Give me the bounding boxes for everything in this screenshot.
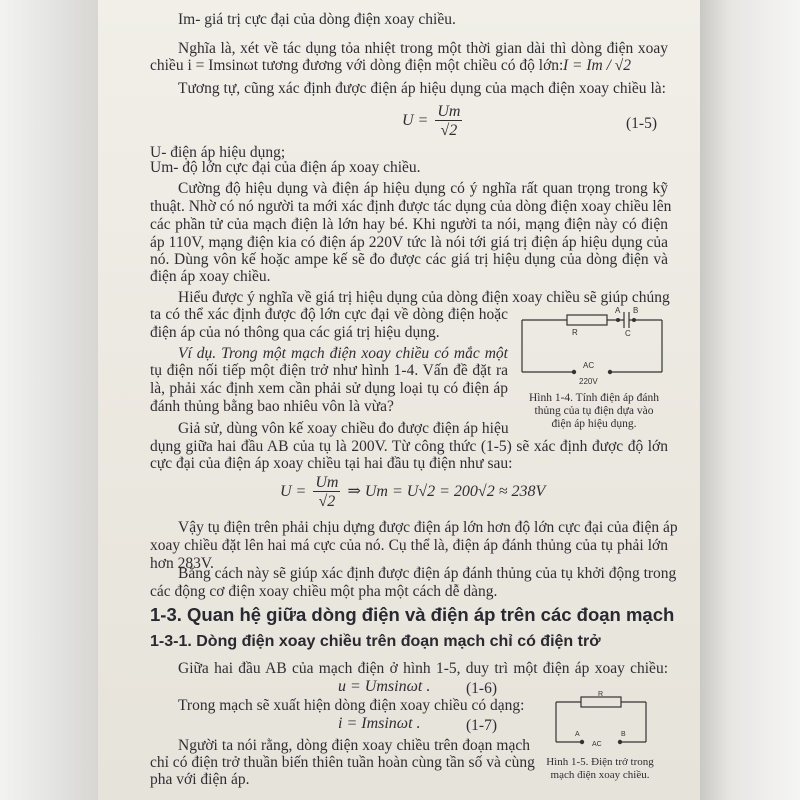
text-line: xoay chiều đặt lên hai má cực của nó. Cụ thể là, điện áp đánh thủng của tụ phải lớn bbox=[150, 537, 668, 554]
text-line: đánh thủng bằng bao nhiêu vôn là vừa? bbox=[150, 398, 394, 415]
label-ac: AC bbox=[592, 741, 602, 748]
formula-rhs: ⇒ Um = U√2 = 200√2 ≈ 238V bbox=[347, 483, 546, 501]
label-a: A bbox=[575, 731, 580, 738]
text-line: Cường độ hiệu dụng và điện áp hiệu dụng có ý nghĩa rất quan trọng trong kỹ bbox=[178, 180, 668, 197]
text-line: ta có thể xác định được độ lớn cực đại về dòng điện hoặc bbox=[150, 306, 508, 323]
text-line: các phần tử của mạch điện là lớn hay bé. Khi người ta nói, mạng điện này có điện bbox=[150, 216, 668, 233]
text-line: U- điện áp hiệu dụng; bbox=[150, 144, 286, 161]
circuit-diagram-1-5 bbox=[546, 690, 656, 752]
caption-line: Hình 1-5. Điện trở trong bbox=[546, 756, 654, 768]
terminal-b bbox=[618, 740, 622, 744]
circuit-diagram-1-4 bbox=[512, 302, 672, 392]
text-line: cực đại của điện áp xoay chiều tại hai đầu tụ điện như sau: bbox=[150, 455, 513, 472]
fraction-numerator: Um bbox=[437, 103, 461, 120]
background-left bbox=[0, 0, 98, 800]
text-line: nó. Dùng vôn kế hoặc ampe kế sẽ đo được các giá trị hiệu dụng của dòng điện và bbox=[150, 251, 668, 268]
text-line: Người ta nói rằng, dòng điện xoay chiều trên đoạn mạch bbox=[178, 737, 530, 754]
formula-1-6: u = Umsinωt . bbox=[338, 678, 431, 695]
fraction bbox=[313, 474, 340, 511]
book-page bbox=[98, 0, 700, 800]
caption-line: thủng của tụ điện dựa vào bbox=[534, 405, 654, 417]
equation-number: (1-7) bbox=[466, 717, 497, 734]
section-heading-1-3: 1-3. Quan hệ giữa dòng điện và điện áp trên các đoạn mạch bbox=[150, 604, 675, 625]
terminal-a bbox=[580, 740, 584, 744]
terminal-right bbox=[608, 370, 612, 374]
formula-lhs: U = bbox=[402, 112, 429, 130]
text-line: pha với điện áp. bbox=[150, 771, 250, 788]
formula-irms: I = Im / √2 bbox=[563, 57, 632, 74]
label-r: R bbox=[598, 691, 604, 698]
text-line: Giả sử, dùng vôn kế xoay chiều đo được điện áp hiệu bbox=[178, 420, 509, 437]
text-line: là, phải xác định xem cần phải sử dụng loại tụ có điện áp bbox=[150, 380, 508, 397]
fraction-numerator: Um bbox=[315, 474, 339, 491]
figure-caption bbox=[510, 392, 678, 431]
equation-number: (1-5) bbox=[626, 115, 657, 132]
text-line: Ví dụ. Trong một mạch điện xoay chiều có mắc một bbox=[178, 345, 508, 362]
label-b: B bbox=[621, 731, 626, 738]
label-b: B bbox=[633, 306, 639, 315]
text-line: Tương tự, cũng xác định được điện áp hiệu dụng của mạch điện xoay chiều là: bbox=[178, 80, 666, 97]
formula-example bbox=[280, 474, 545, 511]
caption-line: Hình 1-4. Tính điện áp đánh bbox=[528, 392, 660, 404]
formula-1-5 bbox=[402, 103, 465, 140]
text-line: Hiểu được ý nghĩa về giá trị hiệu dụng của dòng điện xoay chiều sẽ giúp chúng bbox=[178, 289, 670, 306]
caption-line: mạch điện xoay chiều. bbox=[550, 769, 650, 781]
text-line: các động cơ điện xoay chiều một pha một cách dễ dàng. bbox=[150, 583, 498, 600]
figure-1-4 bbox=[512, 302, 672, 392]
text-line: Trong mạch sẽ xuất hiện dòng điện xoay chiều có dạng: bbox=[178, 697, 525, 714]
text-line: Um- độ lớn cực đại của điện áp xoay chiều. bbox=[150, 159, 421, 176]
text-line: hơn 283V. bbox=[150, 555, 214, 572]
background-right bbox=[700, 0, 800, 800]
label-c: C bbox=[625, 329, 631, 338]
node-b bbox=[632, 318, 636, 322]
subsection-heading-1-3-1: 1-3-1. Dòng điện xoay chiều trên đoạn mạch chỉ có điện trở bbox=[150, 633, 601, 650]
label-r: R bbox=[572, 328, 578, 337]
text-line: dụng giữa hai đầu AB của tụ là 200V. Từ công thức (1-5) sẽ xác định được độ lớn bbox=[150, 438, 668, 455]
figure-1-5 bbox=[546, 690, 656, 752]
text-line: Vậy tụ điện trên phải chịu dựng được điện áp lớn hơn độ lớn cực đại của điện áp bbox=[178, 519, 678, 536]
resistor-symbol bbox=[581, 697, 621, 707]
fraction-denominator: √2 bbox=[318, 493, 336, 510]
text-line: Nghĩa là, xét về tác dụng tỏa nhiệt trong một thời gian dài thì dòng điện xoay bbox=[178, 40, 668, 57]
terminal-left bbox=[572, 370, 576, 374]
text-line: chỉ có điện trở thuần biến thiên tuần hoàn cùng tần số và cùng bbox=[150, 754, 535, 771]
text-line: chiều i = Imsinωt tương đương với dòng điện một chiều có độ lớn: bbox=[150, 57, 564, 74]
label-voltage: 220V bbox=[579, 377, 598, 386]
text-line: áp 110V, mạng điện kia có điện áp 220V tức là nói tới giá trị điện áp hiệu dụng của bbox=[150, 234, 668, 251]
text-line: điện áp của nó thông qua các giá trị hiệu dụng. bbox=[150, 324, 440, 341]
formula-1-7: i = Imsinωt . bbox=[338, 715, 421, 732]
caption-line: điện áp hiệu dụng. bbox=[551, 418, 637, 430]
text-line: tụ điện nối tiếp một điện trở như hình 1-4. Vấn đề đặt ra bbox=[150, 362, 508, 379]
label-ac: AC bbox=[583, 361, 595, 370]
text-line: Bằng cách này sẽ giúp xác định được điện áp đánh thủng của tụ khởi động trong bbox=[178, 565, 677, 582]
text-line: Giữa hai đầu AB của mạch điện ở hình 1-5, duy trì một điện áp xoay chiều: bbox=[178, 660, 668, 677]
text-line: điện áp xoay chiều. bbox=[150, 268, 271, 285]
fraction-denominator: √2 bbox=[440, 122, 458, 139]
text-line: thuật. Nhờ có nó người ta mới xác định được tác dụng của dòng điện xoay chiều lên bbox=[150, 198, 672, 215]
equation-number: (1-6) bbox=[466, 680, 497, 697]
label-a: A bbox=[615, 306, 621, 315]
formula-lhs: U = bbox=[280, 483, 307, 501]
text-line: Im- giá trị cực đại của dòng điện xoay chiều. bbox=[178, 11, 456, 28]
fraction bbox=[435, 103, 462, 140]
figure-caption bbox=[540, 756, 660, 782]
node-a bbox=[616, 318, 620, 322]
resistor-symbol bbox=[567, 315, 607, 325]
